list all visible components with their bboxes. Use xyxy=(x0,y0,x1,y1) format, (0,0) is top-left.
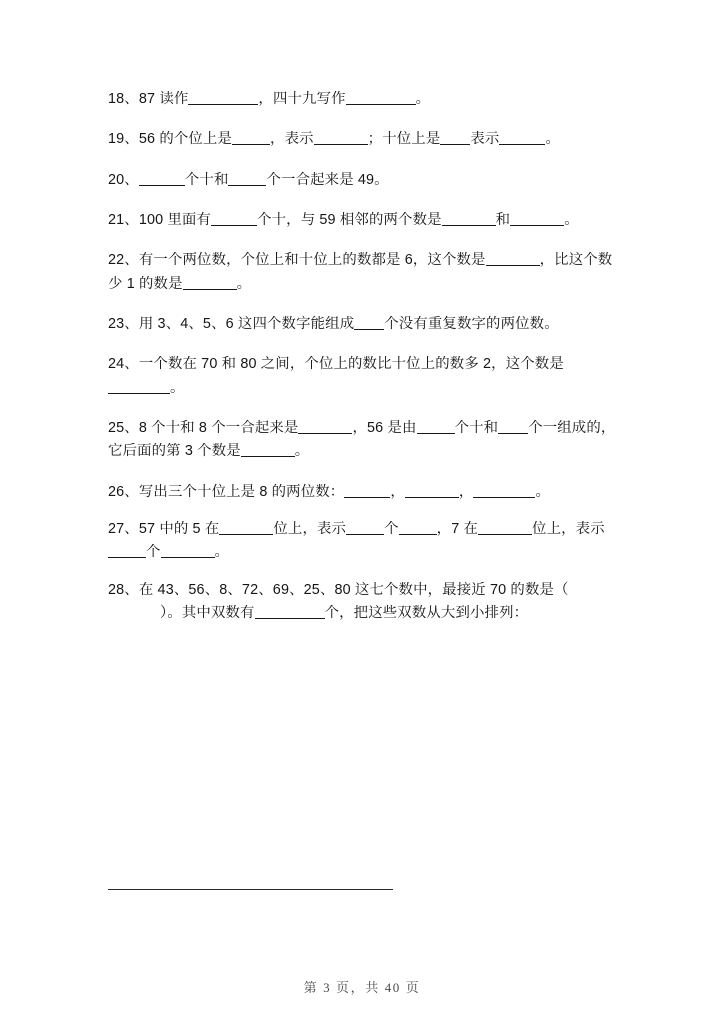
fill-in-blank[interactable] xyxy=(473,484,535,498)
question-text: 个一合起来是 49。 xyxy=(266,171,389,188)
question-item-21 xyxy=(108,209,620,232)
question-text: 。 xyxy=(564,211,579,228)
fill-in-blank[interactable] xyxy=(188,91,258,105)
question-text: 用 3、4、5、6 这四个数字能组成 xyxy=(138,315,355,332)
fill-in-blank[interactable] xyxy=(486,252,540,266)
fill-in-blank[interactable] xyxy=(498,420,528,434)
question-item-27 xyxy=(108,518,620,565)
fill-in-blank[interactable] xyxy=(228,172,266,186)
question-number: 20、 xyxy=(108,171,139,188)
question-text: ，四十九写作 xyxy=(258,91,346,107)
question-text: ，比这个数少 1 的数是 xyxy=(108,252,613,292)
question-item-28 xyxy=(108,579,620,626)
question-item-25 xyxy=(108,417,620,464)
question-text: 个十，与 59 相邻的两个数是 xyxy=(257,211,442,228)
question-text: 56 的个位上是 xyxy=(138,131,233,148)
fill-in-blank[interactable] xyxy=(314,131,368,145)
question-text: 和 xyxy=(495,211,511,228)
question-number: 27、 xyxy=(108,520,139,537)
question-text: 个 xyxy=(146,544,161,561)
question-text: ，表示 xyxy=(270,131,314,148)
question-text: 8 个十和 8 个一合起来是 xyxy=(138,419,299,436)
question-text: 。 xyxy=(170,379,185,396)
questions-container xyxy=(108,88,620,625)
fill-in-blank[interactable] xyxy=(442,212,496,226)
question-item-22 xyxy=(108,249,620,296)
fill-in-blank[interactable] xyxy=(346,91,416,105)
question-number: 21、 xyxy=(108,211,139,228)
question-text: 个十和 xyxy=(184,171,229,188)
question-item-23 xyxy=(108,313,620,336)
question-text: 。 xyxy=(294,443,310,460)
question-text: ；十位上是 xyxy=(367,131,441,148)
fill-in-blank[interactable] xyxy=(399,521,437,535)
question-number: 25、 xyxy=(108,419,139,436)
fill-in-blank[interactable] xyxy=(139,172,185,186)
fill-in-blank[interactable] xyxy=(108,380,170,394)
question-text: 在 43、56、8、72、69、25、80 这七个数中，最接近 70 的数是（ xyxy=(138,581,569,598)
question-text: 。 xyxy=(214,544,230,561)
fill-in-blank[interactable] xyxy=(298,420,352,434)
question-number: 28、 xyxy=(108,581,139,598)
question-text: ， xyxy=(390,483,405,500)
fill-in-blank[interactable] xyxy=(108,544,146,558)
question-text: 位上，表示 xyxy=(532,520,605,537)
question-text: 一个数在 70 和 80 之间，个位上的数比十位上的数多 2，这个数是 xyxy=(138,356,564,373)
question-text: ）。其中双数有 xyxy=(160,604,255,621)
fill-in-blank[interactable] xyxy=(344,484,390,498)
question-number: 19、 xyxy=(108,131,139,148)
question-text: 个十和 xyxy=(454,419,499,436)
question-item-20 xyxy=(108,169,620,192)
page-footer: 第 3 页，共 40 页 xyxy=(303,980,421,995)
fill-in-blank[interactable] xyxy=(405,484,459,498)
fill-in-blank[interactable] xyxy=(183,276,237,290)
question-text: 个没有重复数字的两位数。 xyxy=(384,315,559,332)
question-text: 有一个两位数，个位上和十位上的数都是 6，这个数是 xyxy=(138,252,486,269)
question-text: 表示 xyxy=(470,131,500,148)
fill-in-blank[interactable] xyxy=(478,521,532,535)
question-text: 个一组成的，它后面的第 3 个数是 xyxy=(108,419,616,460)
question-text: 。 xyxy=(545,131,561,148)
question-number: 26、 xyxy=(108,483,139,500)
fill-in-blank[interactable] xyxy=(255,605,325,619)
question-item-18 xyxy=(108,88,620,111)
fill-in-blank[interactable] xyxy=(346,521,384,535)
question-text: ，7 在 xyxy=(436,520,479,537)
question-text: 57 中的 5 在 xyxy=(138,520,220,537)
question-item-26 xyxy=(108,481,620,504)
answer-blank-line[interactable] xyxy=(108,889,393,890)
question-text: 个，把这些双数从大到小排列： xyxy=(324,604,529,621)
question-text: 写出三个十位上是 8 的两位数： xyxy=(138,483,345,500)
question-number: 23、 xyxy=(108,315,139,332)
fill-in-blank[interactable] xyxy=(232,131,270,145)
question-text: ，56 是由 xyxy=(352,419,417,436)
fill-in-blank[interactable] xyxy=(219,521,273,535)
fill-in-blank[interactable] xyxy=(417,420,455,434)
question-number: 24、 xyxy=(108,356,139,373)
question-item-19 xyxy=(108,128,620,151)
question-number: 22、 xyxy=(108,252,139,269)
fill-in-blank[interactable] xyxy=(161,544,215,558)
question-item-24 xyxy=(108,353,620,400)
fill-in-blank[interactable] xyxy=(510,212,564,226)
fill-in-blank[interactable] xyxy=(241,443,295,457)
question-text: 。 xyxy=(236,275,252,292)
question-text: 个 xyxy=(384,520,399,537)
question-number: 18、 xyxy=(108,91,139,107)
question-text: 100 里面有 xyxy=(138,211,212,228)
question-text: 。 xyxy=(535,483,550,500)
question-text: ， xyxy=(458,483,474,500)
fill-in-blank[interactable] xyxy=(440,131,470,145)
question-text: 位上，表示 xyxy=(273,520,347,537)
fill-in-blank[interactable] xyxy=(354,316,384,330)
question-text: 。 xyxy=(415,91,431,107)
fill-in-blank[interactable] xyxy=(211,212,257,226)
fill-in-blank[interactable] xyxy=(499,131,545,145)
question-text: 87 读作 xyxy=(138,91,189,107)
